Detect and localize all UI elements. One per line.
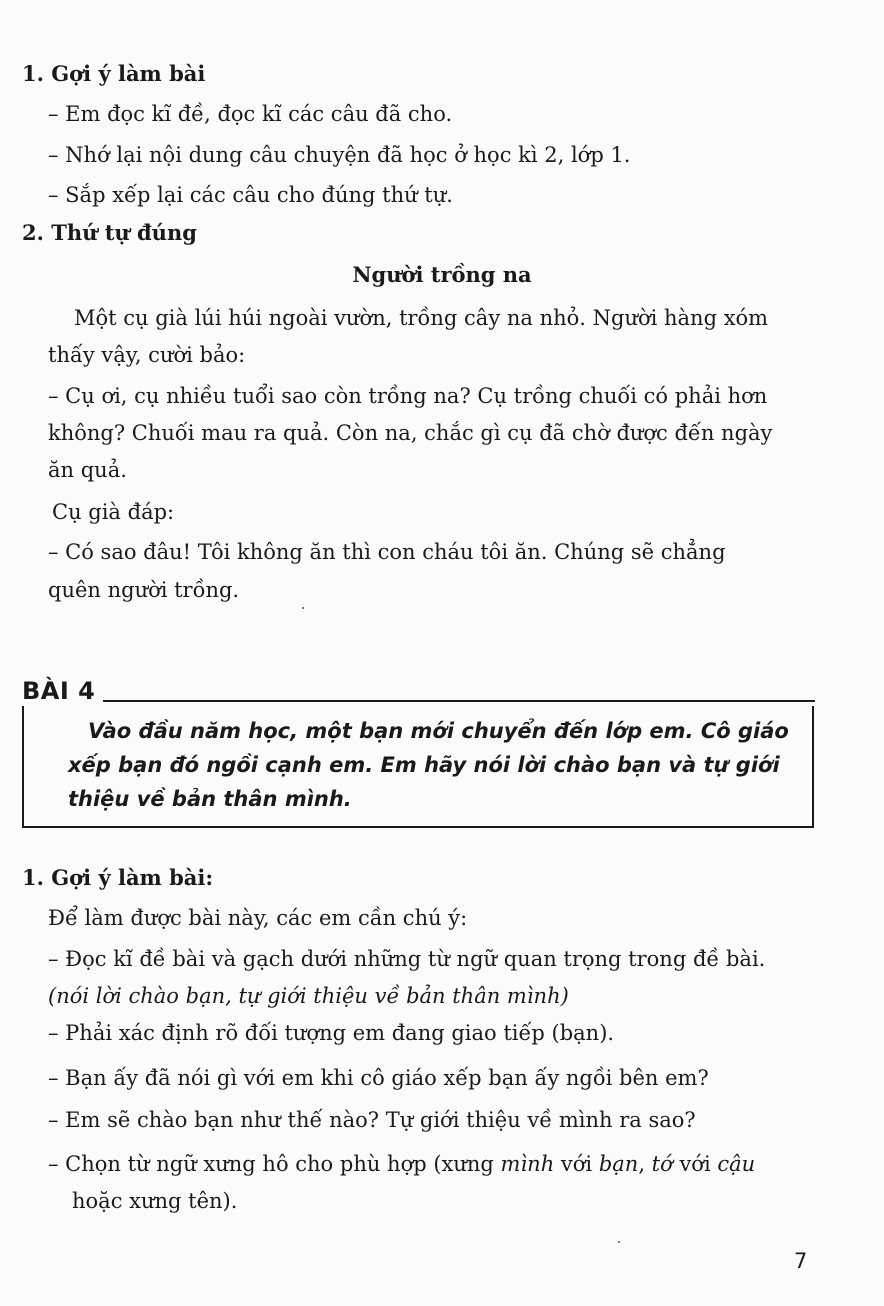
story-line: thấy vậy, cười bảo: [48, 343, 246, 367]
print-speck [302, 607, 304, 609]
page-number: 7 [794, 1249, 808, 1273]
story-line: không? Chuối mau ra quả. Còn na, chắc gì cụ đã chờ được đến ngày [48, 421, 773, 445]
story-title: Người trồng na [352, 262, 532, 287]
hint-bullet: – Chọn từ ngữ xưng hô cho phù hợp (xưng mình với bạn, tớ với cậu [48, 1152, 756, 1176]
task-box [22, 706, 814, 828]
hint-bullet: – Bạn ấy đã nói gì với em khi cô giáo xếp bạn ấy ngồi bên em? [48, 1066, 709, 1090]
heading-rule [103, 700, 815, 702]
hint-note: (nói lời chào bạn, tự giới thiệu về bản thân mình) [48, 984, 569, 1008]
story-line: quên người trồng. [48, 578, 240, 602]
hint-intro: Để làm được bài này, các em cần chú ý: [48, 906, 468, 930]
story-line: – Cụ ơi, cụ nhiều tuổi sao còn trồng na? Cụ trồng chuối có phải hơn [48, 384, 768, 408]
hint-bullet-continuation: hoặc xưng tên). [72, 1189, 238, 1213]
section-heading-hints: 1. Gợi ý làm bài [22, 61, 206, 86]
hint-bullet-2: – Nhớ lại nội dung câu chuyện đã học ở học kì 2, lớp 1. [48, 143, 631, 167]
story-line: Cụ già đáp: [52, 500, 175, 524]
hint-bullet: – Em sẽ chào bạn như thế nào? Tự giới thiệu về mình ra sao? [48, 1108, 696, 1132]
print-speck [618, 1241, 620, 1243]
section-heading-hints-2: 1. Gợi ý làm bài: [22, 865, 214, 890]
hint-bullet: – Phải xác định rõ đối tượng em đang giao tiếp (bạn). [48, 1021, 615, 1045]
story-line: Một cụ già lúi húi ngoài vườn, trồng cây na nhỏ. Người hàng xóm [74, 306, 769, 330]
hint-bullet: – Đọc kĩ đề bài và gạch dưới những từ ngữ quan trọng trong đề bài. [48, 947, 766, 971]
hint-bullet-3: – Sắp xếp lại các câu cho đúng thứ tự. [48, 183, 453, 207]
story-line: – Có sao đâu! Tôi không ăn thì con cháu tôi ăn. Chúng sẽ chẳng [48, 540, 726, 564]
exercise-heading: BÀI 4 [22, 677, 96, 705]
section-heading-correct-order: 2. Thứ tự đúng [22, 220, 197, 245]
task-text: Vào đầu năm học, một bạn mới chuyển đến lớp em. Cô giáo xếp bạn đó ngồi cạnh em. Em hãy nói lời chào bạn và tự giới thiệu về bản thân mình. [68, 719, 789, 811]
hint-bullet-1: – Em đọc kĩ đề, đọc kĩ các câu đã cho. [48, 102, 453, 126]
story-line: ăn quả. [48, 458, 127, 482]
